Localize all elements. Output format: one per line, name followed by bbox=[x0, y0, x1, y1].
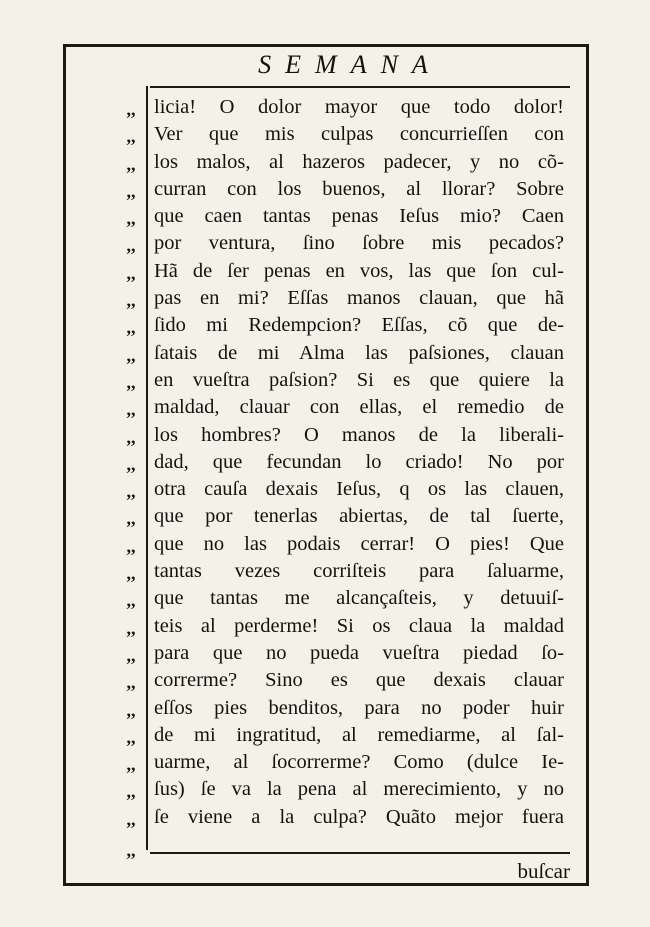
text-line: teis al perderme! Si os claua la maldad bbox=[154, 614, 564, 637]
quote-mark: ,, bbox=[126, 726, 136, 747]
text-line: ſus) ſe va la pena al merecimiento, y no bbox=[154, 778, 564, 801]
text-bottom-rule bbox=[150, 852, 570, 854]
quote-mark: ,, bbox=[126, 99, 136, 119]
quote-mark: ,, bbox=[126, 535, 136, 556]
text-line: los malos, al hazeros padecer, y no cõ- bbox=[154, 150, 564, 173]
quote-mark: ,, bbox=[126, 344, 136, 365]
quote-mark: ,, bbox=[126, 399, 136, 420]
text-line: para que no pueda vueſtra piedad ſo- bbox=[154, 641, 564, 664]
quote-mark: ,, bbox=[126, 481, 136, 502]
quote-mark: ,, bbox=[126, 508, 136, 529]
text-line: otra cauſa dexais Ieſus, q os las clauen, bbox=[154, 478, 564, 501]
margin-rule bbox=[146, 86, 148, 850]
quote-mark: ,, bbox=[126, 208, 136, 229]
quote-mark: ,, bbox=[126, 754, 136, 775]
frame-top-rule bbox=[64, 44, 588, 47]
text-line: pas en mi? Eſſas manos clauan, que hã bbox=[154, 287, 564, 310]
text-line: Hã de ſer penas en vos, las que ſon cul- bbox=[154, 259, 564, 282]
text-line: correrme? Sino es que dexais clauar bbox=[154, 669, 564, 692]
quote-mark: ,, bbox=[126, 563, 136, 584]
text-line: por ventura, ſino ſobre mis pecados? bbox=[154, 232, 564, 255]
quote-mark: ,, bbox=[126, 781, 136, 802]
quote-mark: ,, bbox=[126, 808, 136, 829]
text-line: que por tenerlas abiertas, de tal ſuerte, bbox=[154, 505, 564, 528]
text-line: los hombres? O manos de la liberali- bbox=[154, 423, 564, 446]
catchword: buſcar bbox=[517, 859, 570, 883]
quote-mark: ,, bbox=[126, 153, 136, 174]
text-line: Ver que mis culpas concurrieſſen con bbox=[154, 123, 564, 146]
quote-mark: ,, bbox=[126, 126, 136, 147]
quote-mark: ,, bbox=[126, 672, 136, 693]
text-line: ſido mi Redempcion? Eſſas, cõ que de- bbox=[154, 314, 564, 337]
text-line: maldad, clauar con ellas, el remedio de bbox=[154, 396, 564, 419]
quote-mark: ,, bbox=[126, 426, 136, 447]
text-line: que tantas me alcançaſteis, y detuuiſ- bbox=[154, 587, 564, 610]
text-line: uarme, al ſocorrerme? Como (dulce Ie- bbox=[154, 751, 564, 774]
quote-mark: ,, bbox=[126, 371, 136, 392]
text-line: licia! O dolor mayor que todo dolor! bbox=[154, 96, 564, 118]
text-line: de mi ingratitud, al remediarme, al ſal- bbox=[154, 723, 564, 746]
text-line: ſe viene a la culpa? Quãto mejor fuera bbox=[154, 805, 564, 828]
text-line: que no las podais cerrar! O pies! Que bbox=[154, 532, 564, 555]
text-line: dad, que fecundan lo criado! No por bbox=[154, 450, 564, 473]
frame-right-rule bbox=[586, 44, 589, 886]
quote-mark: ,, bbox=[126, 840, 136, 861]
quote-mark: ,, bbox=[126, 590, 136, 611]
quote-mark: ,, bbox=[126, 235, 136, 256]
quote-mark: ,, bbox=[126, 453, 136, 474]
quote-mark: ,, bbox=[126, 262, 136, 283]
quote-mark: ,, bbox=[126, 317, 136, 338]
body-text bbox=[154, 94, 564, 831]
text-line: en vueſtra paſsion? Si es que quiere la bbox=[154, 368, 564, 391]
text-line: eſſos pies benditos, para no poder huir bbox=[154, 696, 564, 719]
text-line: curran con los buenos, al llorar? Sobre bbox=[154, 177, 564, 200]
text-line: que caen tantas penas Ieſus mio? Caen bbox=[154, 205, 564, 228]
frame-left-rule bbox=[63, 44, 66, 886]
quote-mark: ,, bbox=[126, 699, 136, 720]
quote-mark: ,, bbox=[126, 180, 136, 201]
quote-mark: ,, bbox=[126, 290, 136, 311]
quotation-marks-column bbox=[118, 96, 144, 864]
quote-mark: ,, bbox=[126, 617, 136, 638]
quote-mark: ,, bbox=[126, 644, 136, 665]
text-line: tantas vezes corriſteis para ſaluarme, bbox=[154, 560, 564, 583]
running-head: SEMANA bbox=[258, 50, 442, 79]
text-line: ſatais de mi Alma las paſsiones, clauan bbox=[154, 341, 564, 364]
head-rule bbox=[150, 86, 570, 88]
